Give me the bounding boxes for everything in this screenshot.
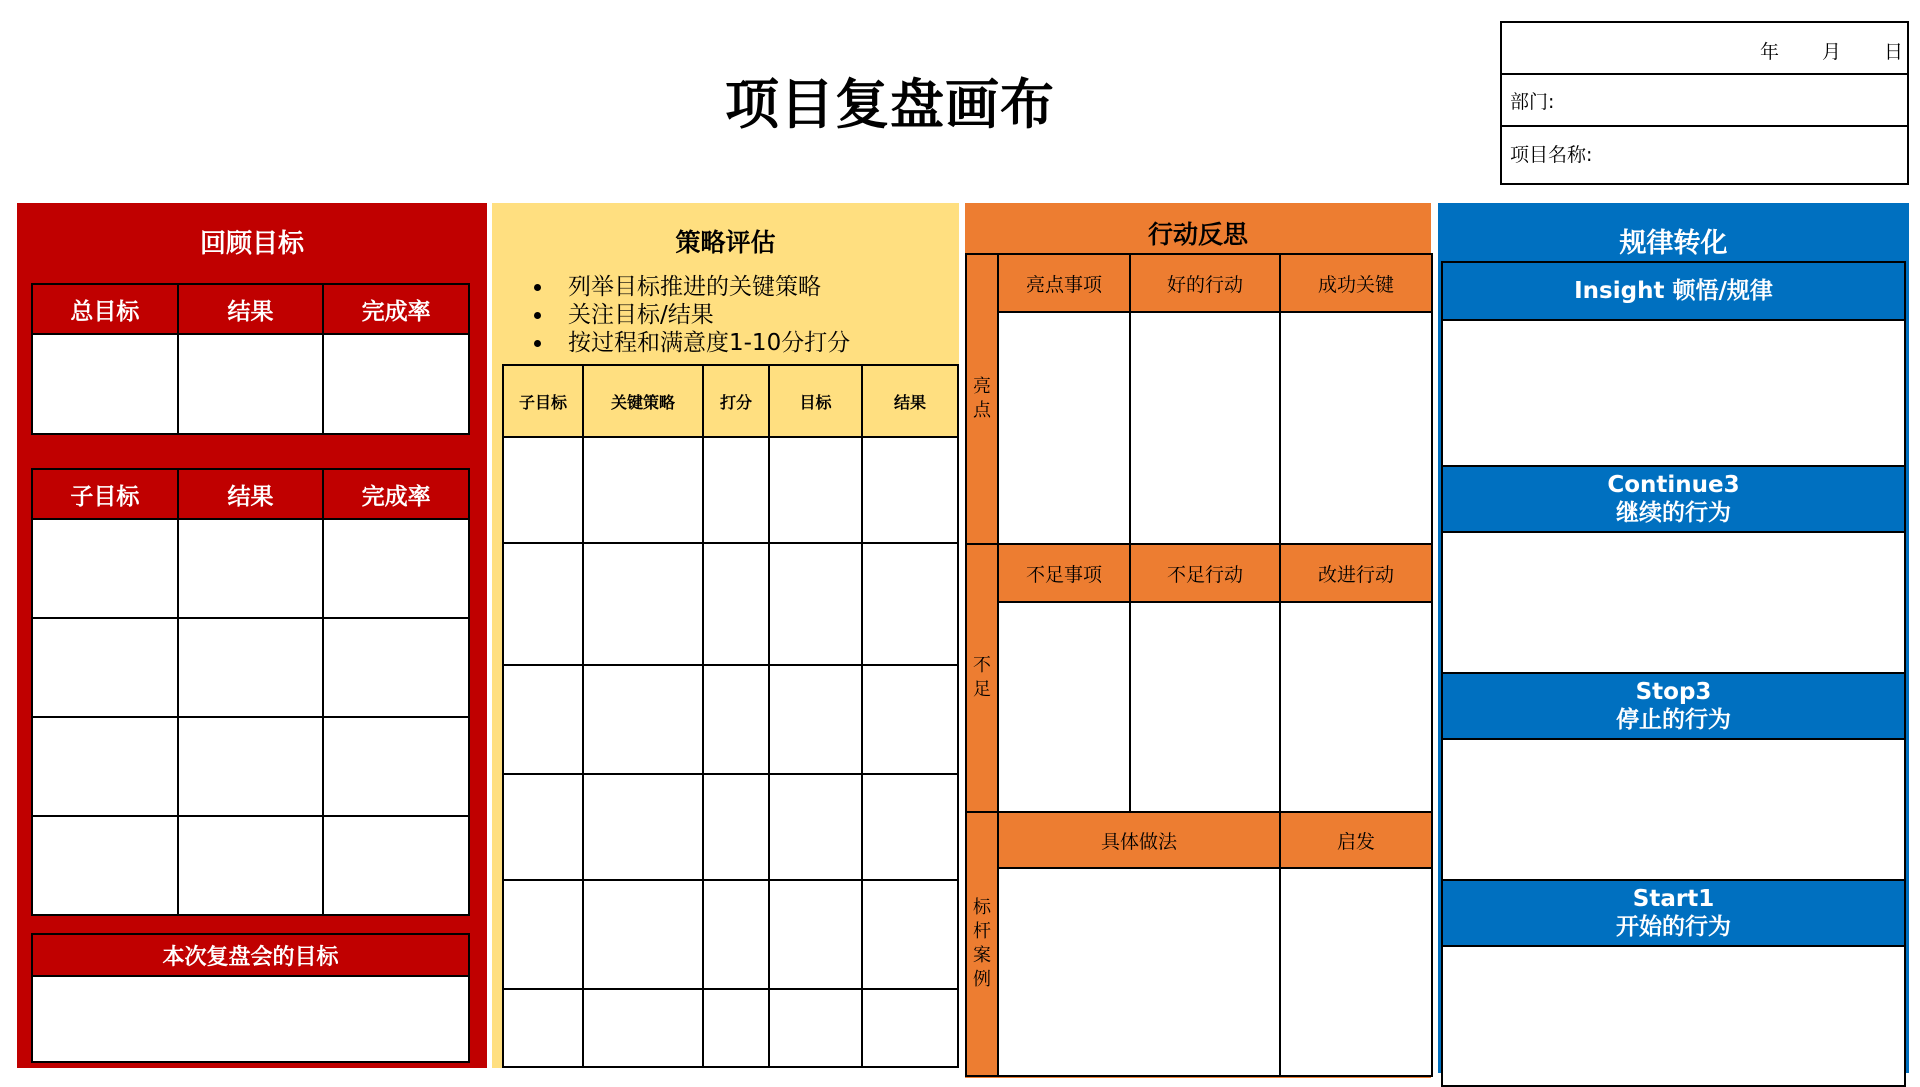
action-table xyxy=(965,253,1433,1077)
header-good-action: 好的行动 xyxy=(1130,254,1280,312)
cell[interactable] xyxy=(862,543,958,665)
cell[interactable] xyxy=(323,334,469,434)
info-box xyxy=(1500,21,1909,185)
header-sub-goal: 子目标 xyxy=(503,365,583,437)
cell[interactable] xyxy=(503,774,583,880)
cell[interactable] xyxy=(178,618,324,717)
cell[interactable] xyxy=(32,816,178,915)
cell[interactable] xyxy=(1280,868,1432,1076)
page-title: 项目复盘画布 xyxy=(725,73,1055,136)
header-shortfall-action: 不足行动 xyxy=(1130,544,1280,602)
cell[interactable] xyxy=(503,665,583,774)
cell[interactable] xyxy=(862,989,958,1067)
cell[interactable] xyxy=(769,989,862,1067)
header-specific-method: 具体做法 xyxy=(998,812,1280,868)
table-row xyxy=(32,816,469,915)
cell[interactable] xyxy=(998,602,1130,812)
strategy-table xyxy=(502,364,959,1068)
cell[interactable] xyxy=(323,717,469,816)
table-row xyxy=(503,774,958,880)
start-cell[interactable] xyxy=(1442,946,1905,1086)
cell[interactable] xyxy=(32,334,178,434)
header-result: 结果 xyxy=(178,284,324,334)
cell[interactable] xyxy=(583,774,703,880)
header-sub-goal: 子目标 xyxy=(32,469,178,519)
cell[interactable] xyxy=(503,437,583,543)
cell[interactable] xyxy=(862,880,958,989)
table-row xyxy=(503,543,958,665)
cell[interactable] xyxy=(703,437,769,543)
cell[interactable] xyxy=(503,543,583,665)
date-row[interactable] xyxy=(1502,23,1907,75)
cell[interactable] xyxy=(583,989,703,1067)
continue-header xyxy=(1442,466,1905,532)
header-result: 结果 xyxy=(862,365,958,437)
cell[interactable] xyxy=(178,519,324,618)
rules-title: 规律转化 xyxy=(1619,228,1728,259)
header-highlight-item: 亮点事项 xyxy=(998,254,1130,312)
cell[interactable] xyxy=(178,717,324,816)
table-row xyxy=(32,519,469,618)
sub-goal-table xyxy=(31,468,470,916)
rules-table xyxy=(1441,261,1906,1087)
header-key-strategy: 关键策略 xyxy=(583,365,703,437)
project-name-label: 项目名称: xyxy=(1510,143,1593,166)
table-row xyxy=(503,665,958,774)
action-reflection-panel xyxy=(965,203,1431,1078)
start-title-cn: 开始的行为 xyxy=(1616,914,1731,940)
start-header xyxy=(1442,880,1905,946)
cell[interactable] xyxy=(1280,312,1432,544)
cell[interactable] xyxy=(703,543,769,665)
meeting-goal-table xyxy=(31,933,470,1063)
cell[interactable] xyxy=(769,774,862,880)
cell[interactable] xyxy=(178,334,324,434)
month-label: 月 xyxy=(1822,41,1842,63)
cell[interactable] xyxy=(503,989,583,1067)
shortfall-side-label: 不足 xyxy=(966,544,998,812)
cell[interactable] xyxy=(862,665,958,774)
cell[interactable] xyxy=(1280,602,1432,812)
bullet-item: • 关注目标/结果 xyxy=(554,301,850,329)
header-result: 结果 xyxy=(178,469,324,519)
cell[interactable] xyxy=(503,880,583,989)
header-score: 打分 xyxy=(703,365,769,437)
header-goal: 目标 xyxy=(769,365,862,437)
bullet-item: • 按过程和满意度1-10分打分 xyxy=(554,329,850,357)
continue-cell[interactable] xyxy=(1442,532,1905,673)
continue-title-cn: 继续的行为 xyxy=(1616,500,1731,526)
header-improve-action: 改进行动 xyxy=(1280,544,1432,602)
cell[interactable] xyxy=(1130,602,1280,812)
table-row xyxy=(503,989,958,1067)
project-name-row[interactable] xyxy=(1502,127,1907,179)
cell[interactable] xyxy=(178,816,324,915)
review-goals-title: 回顾目标 xyxy=(199,229,304,259)
cell[interactable] xyxy=(769,437,862,543)
bullet-item: • 列举目标推进的关键策略 xyxy=(554,273,850,301)
department-row[interactable] xyxy=(1502,75,1907,127)
year-label: 年 xyxy=(1760,41,1780,63)
header-completion-rate: 完成率 xyxy=(323,469,469,519)
strategy-title: 策略评估 xyxy=(675,228,776,257)
stop-header xyxy=(1442,673,1905,739)
highlight-side-label: 亮点 xyxy=(966,254,998,544)
cell[interactable] xyxy=(998,312,1130,544)
stop-title-en: Stop3 xyxy=(1635,679,1712,705)
header-inspiration: 启发 xyxy=(1280,812,1432,868)
header-total-goal: 总目标 xyxy=(32,284,178,334)
cell[interactable] xyxy=(862,774,958,880)
stop-title-cn: 停止的行为 xyxy=(1616,707,1731,733)
cell[interactable] xyxy=(583,543,703,665)
strategy-panel xyxy=(492,203,959,1068)
header-completion-rate: 完成率 xyxy=(323,284,469,334)
cell[interactable] xyxy=(998,868,1280,1076)
rules-panel xyxy=(1438,203,1909,1073)
cell[interactable] xyxy=(703,774,769,880)
cell[interactable] xyxy=(323,618,469,717)
cell[interactable] xyxy=(323,519,469,618)
main-goal-table xyxy=(31,283,470,435)
cell[interactable] xyxy=(769,880,862,989)
cell[interactable] xyxy=(583,880,703,989)
cell[interactable] xyxy=(703,880,769,989)
table-row xyxy=(503,437,958,543)
table-row xyxy=(32,717,469,816)
insight-cell[interactable] xyxy=(1442,320,1905,466)
cell[interactable] xyxy=(1130,312,1280,544)
department-label: 部门: xyxy=(1510,90,1555,113)
cell[interactable] xyxy=(769,543,862,665)
day-label: 日 xyxy=(1884,41,1904,63)
cell[interactable] xyxy=(32,519,178,618)
cell[interactable] xyxy=(862,437,958,543)
header-success-key: 成功关键 xyxy=(1280,254,1432,312)
header-shortfall-item: 不足事项 xyxy=(998,544,1130,602)
cell[interactable] xyxy=(583,437,703,543)
cell[interactable] xyxy=(703,665,769,774)
cell[interactable] xyxy=(769,665,862,774)
meeting-goal-header: 本次复盘会的目标 xyxy=(32,934,469,976)
cell[interactable] xyxy=(703,989,769,1067)
cell[interactable] xyxy=(583,665,703,774)
cell[interactable] xyxy=(32,618,178,717)
continue-title-en: Continue3 xyxy=(1607,472,1740,498)
action-reflection-title: 行动反思 xyxy=(1147,220,1248,249)
review-goals-panel xyxy=(17,203,487,1068)
benchmark-side-label: 标杆案例 xyxy=(966,812,998,1076)
cell[interactable] xyxy=(32,717,178,816)
table-row xyxy=(503,880,958,989)
meeting-goal-cell[interactable] xyxy=(32,976,469,1062)
insight-header: Insight 顿悟/规律 xyxy=(1442,262,1905,320)
start-title-en: Start1 xyxy=(1632,886,1715,912)
cell[interactable] xyxy=(323,816,469,915)
table-row xyxy=(32,618,469,717)
stop-cell[interactable] xyxy=(1442,739,1905,880)
strategy-bullets xyxy=(520,273,850,357)
